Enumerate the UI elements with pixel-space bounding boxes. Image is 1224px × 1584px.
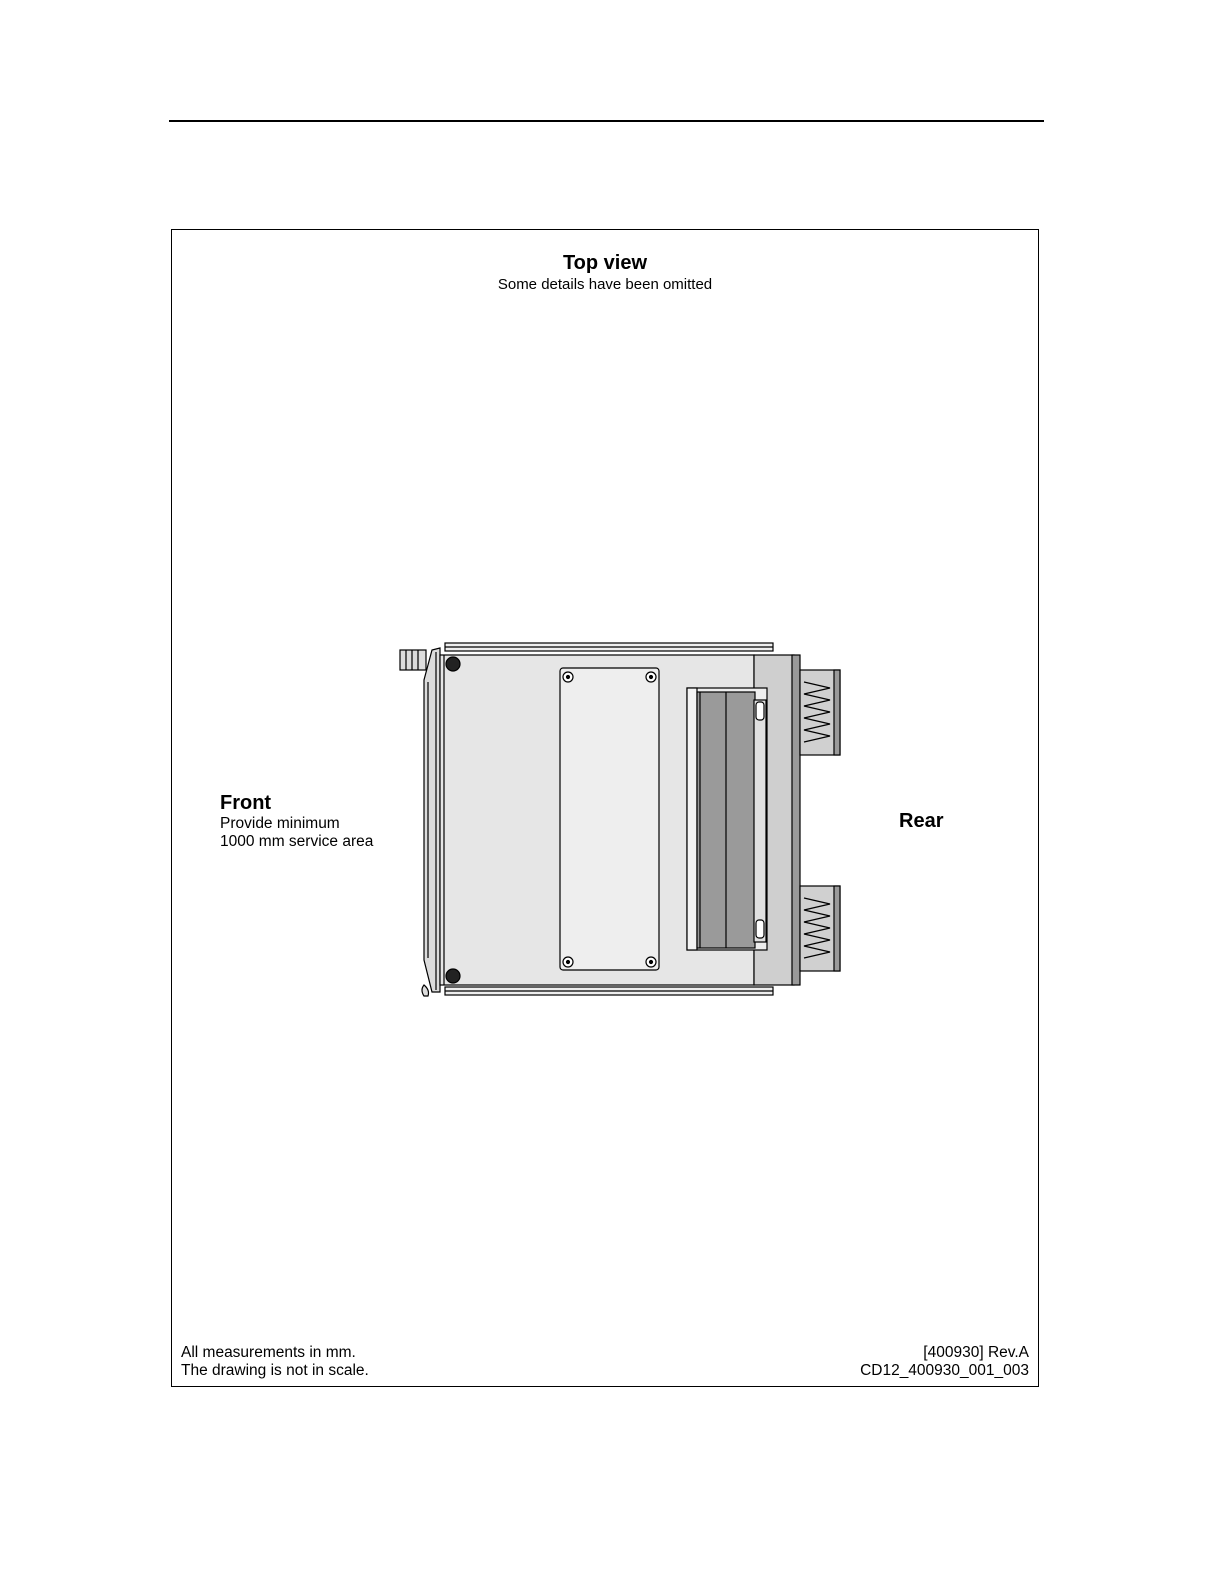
filter-rail <box>754 700 766 942</box>
footer-note-measurements: All measurements in mm. <box>181 1344 356 1361</box>
front-bezel <box>424 648 440 992</box>
footer-reference <box>860 1344 1029 1380</box>
front-latch <box>422 985 429 996</box>
front-note-line-1: Provide minimum <box>220 815 340 832</box>
rear-connector-lower <box>800 886 840 971</box>
front-handle <box>400 650 426 670</box>
rear-label: Rear <box>899 810 944 832</box>
cover-panel <box>560 668 659 970</box>
footer-revision: [400930] Rev.A <box>923 1344 1029 1361</box>
diagram-subtitle: Some details have been omitted <box>497 276 713 293</box>
unit-top-view-drawing <box>390 640 850 1005</box>
footer-notes <box>181 1344 369 1380</box>
front-label: Front <box>220 792 272 814</box>
front-note <box>220 815 373 851</box>
header-rule <box>169 120 1044 122</box>
rear-connector-upper <box>800 670 840 755</box>
footer-note-scale: The drawing is not in scale. <box>181 1362 369 1379</box>
footer-drawing-id: CD12_400930_001_003 <box>860 1362 1029 1379</box>
diagram-title: Top view <box>562 252 648 274</box>
front-note-line-2: 1000 mm service area <box>220 833 374 850</box>
